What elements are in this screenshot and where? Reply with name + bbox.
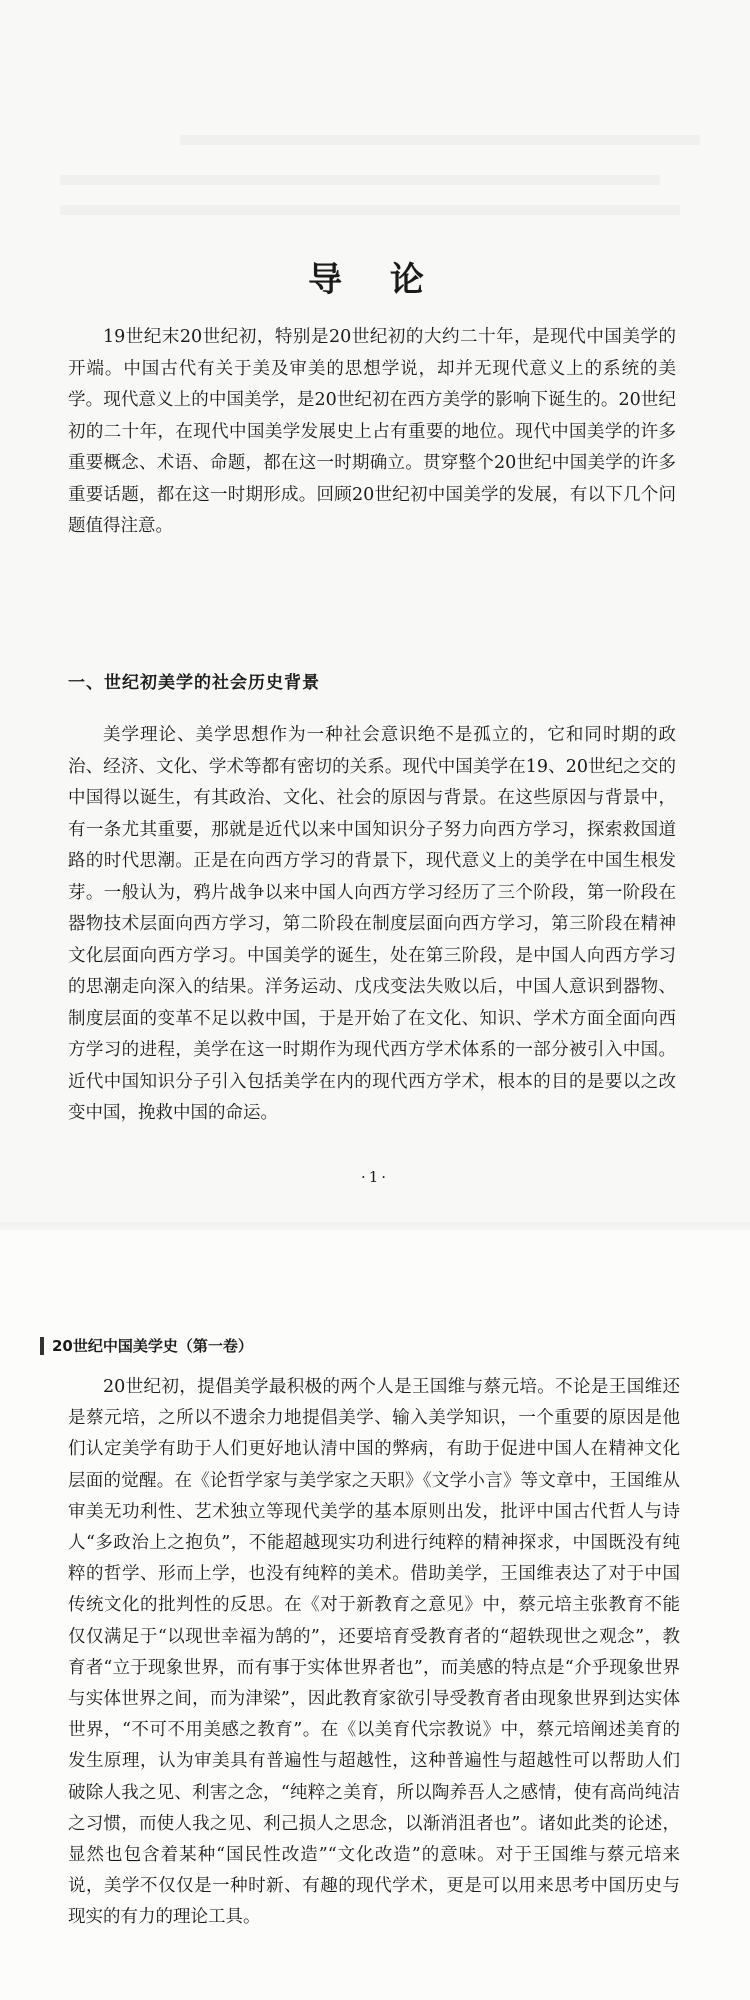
intro-paragraph: 19世纪末20世纪初，特别是20世纪初的大约二十年，是现代中国美学的开端。中国古代有关于美及审美的思想学说，却并无现代意义上的系统的美学。现代意义上的中国美学，是20世纪初在西方美学的影响下诞生的。20世纪初的二十年，在现代中国美学发展史上占有重要的地位。现代中国美学的许多重要概念、术语、命题，都在这一时期确立。贯穿整个20世纪中国美学的许多重要话题，都在这一时期形成。回顾20世纪初中国美学的发展，有以下几个问题值得注意。 — [68, 327, 676, 536]
page-number: ·1· — [360, 1168, 390, 1186]
page-title: 导 论 — [308, 260, 442, 300]
section-paragraph: 美学理论、美学思想作为一种社会意识绝不是孤立的，它和同时期的政治、经济、文化、学术等都有密切的关系。现代中国美学在19、20世纪之交的中国得以诞生，有其政治、文化、社会的原因与背景。在这些原因与背景中，有一条尤其重要，那就是近代以来中国知识分子努力向西方学习，探索救国道路的时代思潮。正是在向西方学习的背景下，现代意义上的美学在中国生根发芽。一般认为，鸦片战争以来中国人向西方学习经历了三个阶段，第一阶段在器物技术层面向西方学习，第二阶段在制度层面向西方学习，第三阶段在精神文化层面向西方学习。中国美学的诞生，处在第三阶段，是中国人向西方学习的思潮走向深入的结果。洋务运动、戊戌变法失败以后，中国人意识到器物、制度层面的变革不足以救中国，于是开始了在文化、知识、学术方面全面向西方学习的进程，美学在这一时期作为现代西方学术体系的一部分被引入中国。近代中国知识分子引入包括美学在内的现代西方学术，根本的目的是要以之改变中国，挽救中国的命运。 — [68, 725, 676, 1123]
bleed-through-text — [60, 205, 680, 215]
page-two — [0, 1230, 750, 2000]
bleed-through-text — [60, 175, 660, 185]
header-bar-icon — [40, 1337, 44, 1355]
body-paragraph: 20世纪初，提倡美学最积极的两个人是王国维与蔡元培。不论是王国维还是蔡元培，之所以不遗余力地提倡美学、输入美学知识，一个重要的原因是他们认定美学有助于人们更好地认清中国的弊病，有助于促进中国人在精神文化层面的觉醒。在《论哲学家与美学家之天职》《文学小言》等文章中，王国维从审美无功利性、艺术独立等现代美学的基本原则出发，批评中国古代哲人与诗人“多政治上之抱负”，不能超越现实功利进行纯粹的精神探求，中国既没有纯粹的哲学、形而上学，也没有纯粹的美术。借助美学，王国维表达了对于中国传统文化的批判性的反思。在《对于新教育之意见》中，蔡元培主张教育不能仅仅满足于“以现世幸福为鹄的”，还要培育受教育者的“超轶现世之观念”，教育者“立于现象世界，而有事于实体世界者也”，而美感的特点是“介乎现象世界与实体世界之间，而为津梁”，因此教育家欲引导受教育者由现象世界到达实体世界，“不可不用美感之教育”。在《以美育代宗教说》中，蔡元培阐述美育的发生原理，认为审美具有普遍性与超越性，这种普遍性与超越性可以帮助人们破除人我之见、利害之念，“纯粹之美育，所以陶养吾人之感情，使有高尚纯洁之习惯，而使人我之见、利己损人之思念，以渐消沮者也”。诸如此类的论述，显然也包含着某种“国民性改造”“文化改造”的意味。对于王国维与蔡元培来说，美学不仅仅是一种时新、有趣的现代学术，更是可以用来思考中国历史与现实的有力的理论工具。 — [68, 1377, 680, 1928]
running-header — [40, 1335, 253, 1356]
bleed-through-text — [180, 135, 700, 145]
running-header-text: 20世纪中国美学史（第一卷） — [52, 1337, 253, 1355]
section-heading: 一、世纪初美学的社会历史背景 — [68, 673, 320, 693]
